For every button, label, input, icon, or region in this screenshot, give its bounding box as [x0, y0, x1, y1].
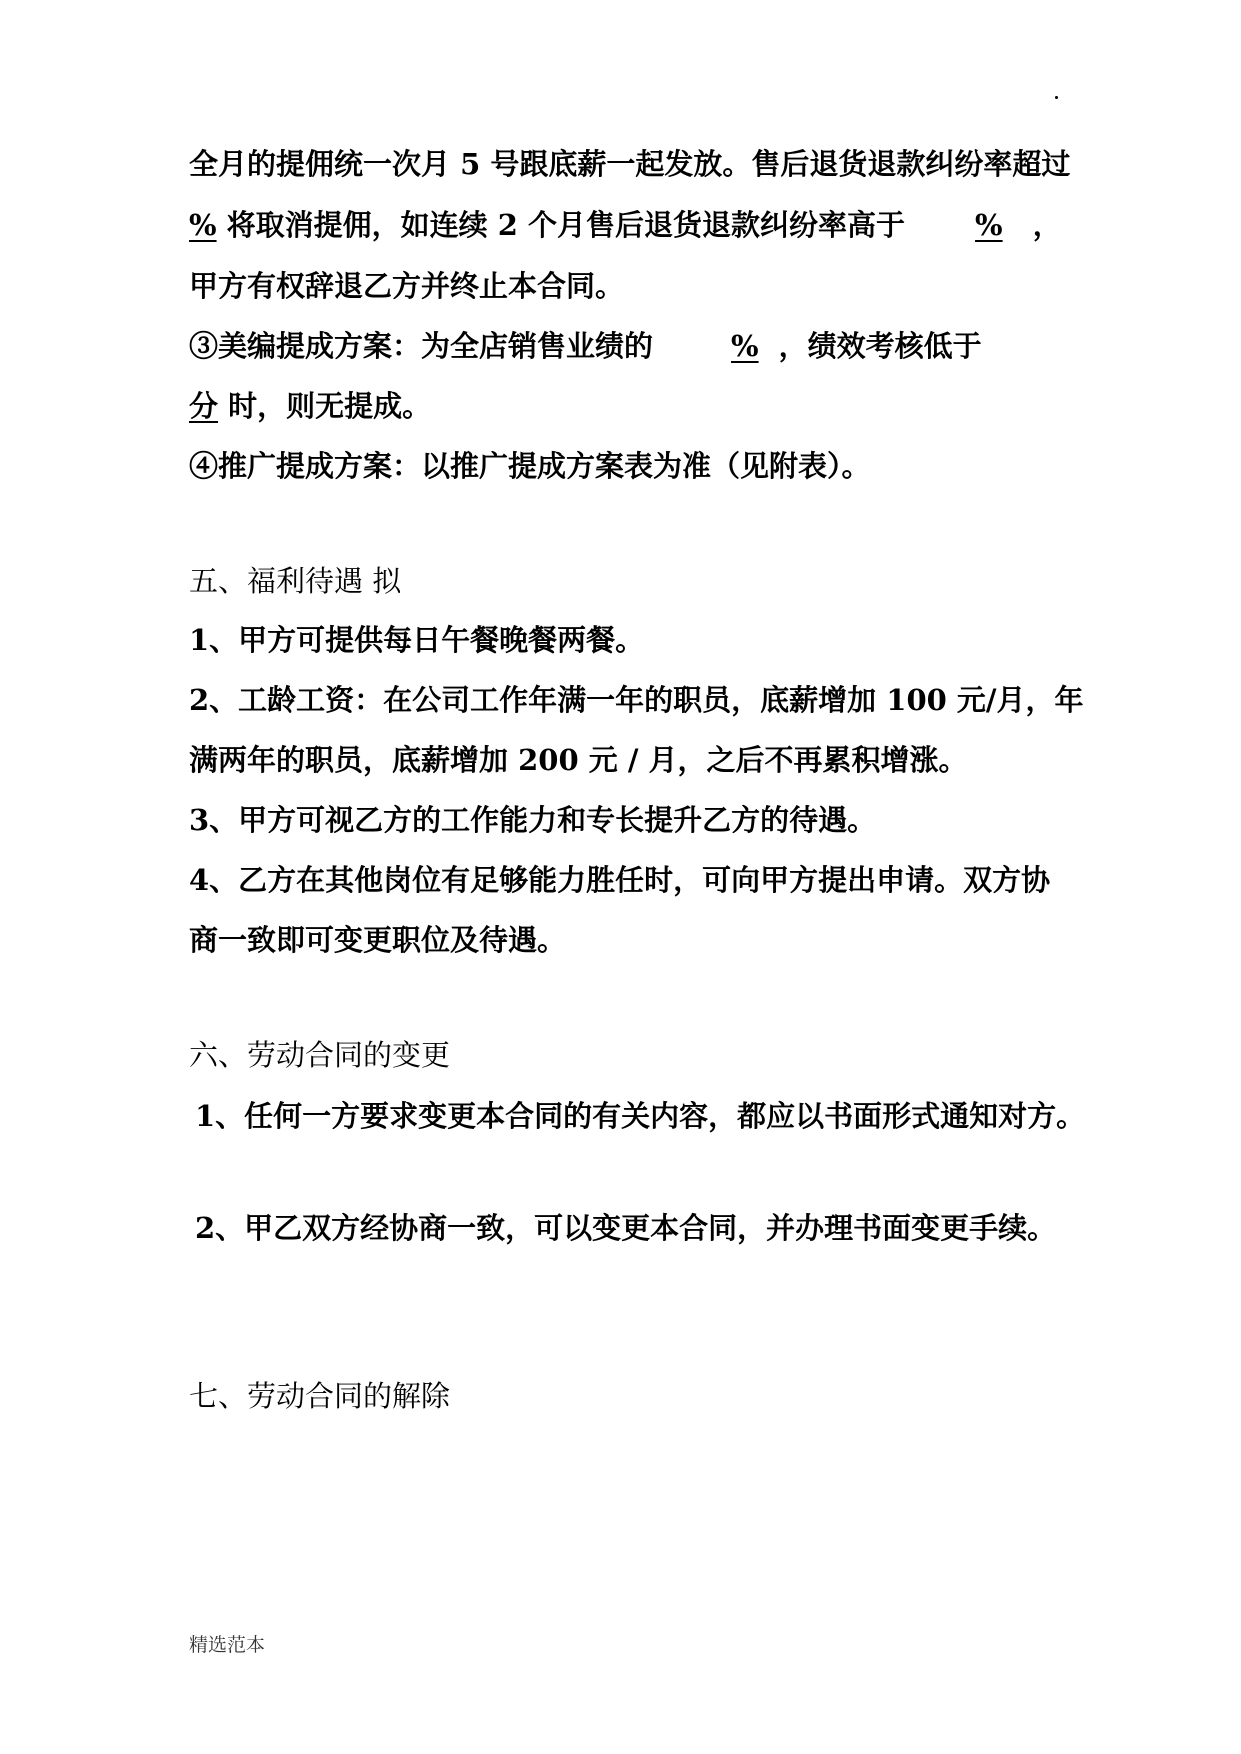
p1-line-5-text: 时，则无提成。 [228, 389, 432, 423]
s6-item-2: 2、甲乙双方经协商一致，可以变更本合同，并办理书面变更手续。 [195, 1211, 1057, 1245]
p1-line-3: 甲方有权辞退乙方并终止本合同。 [189, 269, 625, 303]
p1-line-2-end: ， [1032, 208, 1062, 242]
p1-line-5 [189, 386, 431, 426]
s5-item-3: 3、甲方可视乙方的工作能力和专长提升乙方的待遇。 [189, 803, 877, 837]
design-commission-text: ③美编提成方案：为全店销售业绩的 [189, 329, 654, 363]
blank-percent-2: % [975, 208, 1003, 242]
design-commission-post: ，绩效考核低于 [778, 329, 982, 363]
s5-item-2b: 满两年的职员，底薪增加 200 元 / 月，之后不再累积增涨。 [189, 743, 968, 777]
blank-percent-1: % [189, 208, 217, 242]
p1-line-2-text: 将取消提佣，如连续 2 个月售后退货退款纠纷率高于 [226, 208, 906, 242]
blank-score: 分 [189, 389, 219, 423]
corner-mark [1055, 96, 1058, 99]
p1-line-1: 全月的提佣统一次月 5 号跟底薪一起发放。售后退货退款纠纷率超过 [189, 147, 1071, 181]
s5-item-1: 1、甲方可提供每日午餐晚餐两餐。 [189, 623, 645, 657]
s6-item-1: 1、任何一方要求变更本合同的有关内容，都应以书面形式通知对方。 [195, 1099, 1086, 1133]
section-5-title: 五、福利待遇 拟 [189, 564, 402, 598]
blank-percent-3: % [731, 329, 759, 363]
footer-label: 精选范本 [189, 1634, 266, 1656]
s5-item-2a: 2、工龄工资：在公司工作年满一年的职员，底薪增加 100 元/月，年 [189, 683, 1084, 717]
p1-line-4 [189, 326, 982, 366]
s5-item-4b: 商一致即可变更职位及待遇。 [189, 923, 567, 957]
p1-line-2 [189, 205, 1062, 245]
p1-line-6: ④推广提成方案：以推广提成方案表为准（见附表）。 [189, 449, 871, 483]
section-7-title: 七、劳动合同的解除 [189, 1379, 451, 1413]
section-6-title: 六、劳动合同的变更 [189, 1038, 451, 1072]
s5-item-4a: 4、乙方在其他岗位有足够能力胜任时，可向甲方提出申请。双方协 [189, 863, 1051, 897]
